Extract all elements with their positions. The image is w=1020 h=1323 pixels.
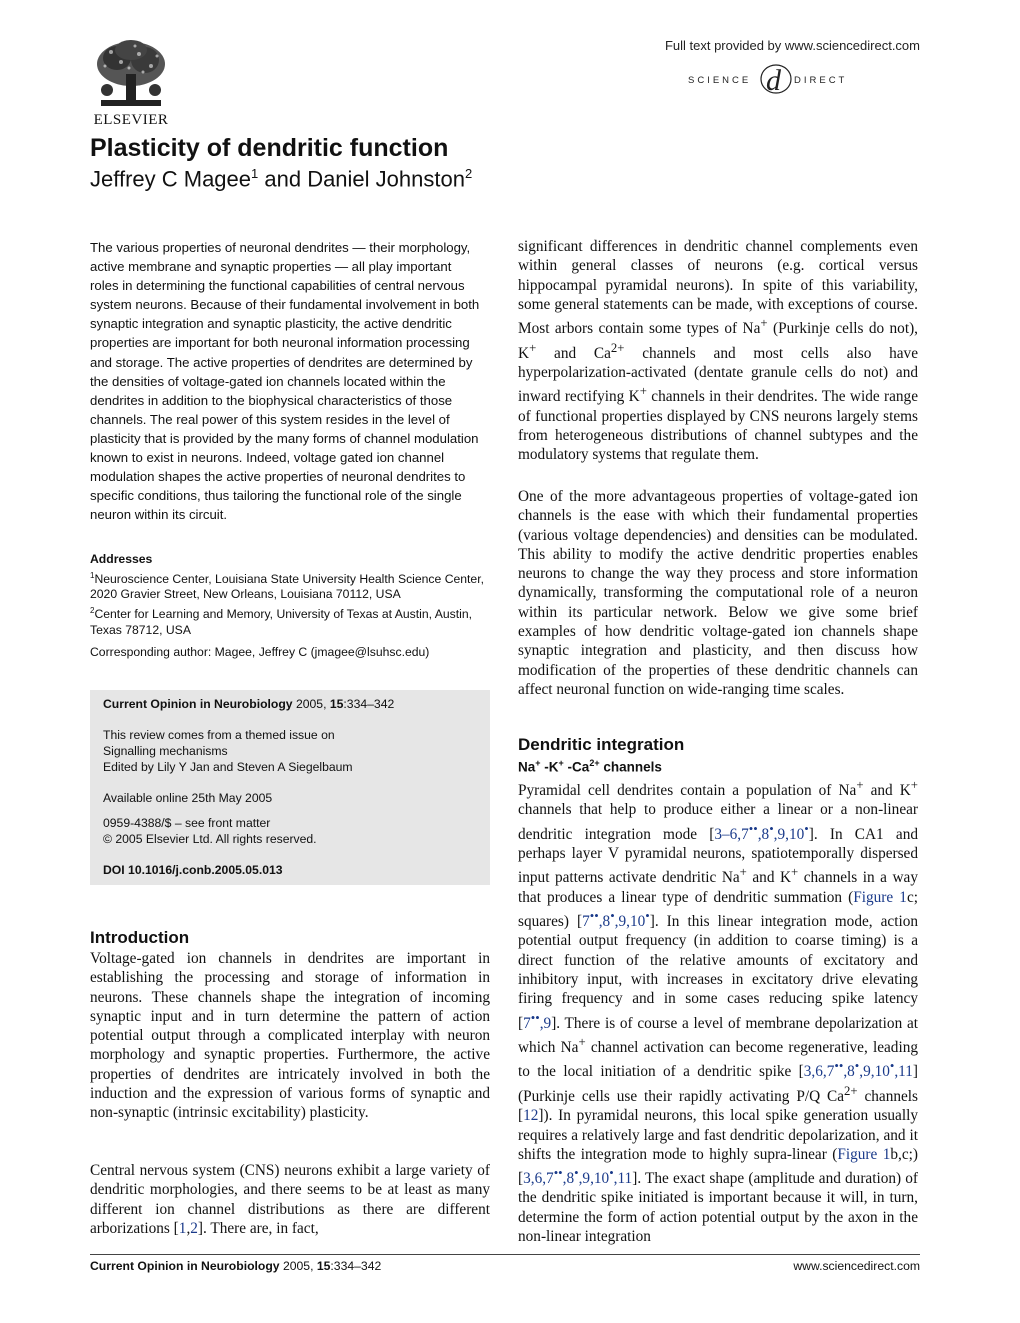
info-year: 2005, — [292, 697, 330, 711]
author-1: Jeffrey C Magee — [90, 166, 252, 192]
address-2-text: Center for Learning and Memory, University of Texas at Austin, Austin, Texas 78712, USA — [90, 606, 472, 637]
author-2: Daniel Johnston — [307, 166, 465, 192]
info-journal: Current Opinion in Neurobiology — [103, 697, 293, 711]
info-citation — [103, 696, 394, 712]
text: c; squares) [ — [518, 888, 919, 931]
col2-paragraph-3 — [518, 776, 918, 1246]
intro-p2-text-b: ]. There are, in fact, — [197, 1219, 319, 1237]
text: Pyramidal cell dendrites contain a population of Na — [518, 782, 857, 800]
text: ]). In pyramidal neurons, this local spike generation usually requires a relatively large and fast dendritic depolarization, and it shifts the integration mode to highly supra-linear ( — [518, 1107, 918, 1163]
ref-mark: • — [769, 821, 774, 836]
info-theme-line3: Edited by Lily Y Jan and Steven A Siegelbaum — [103, 760, 353, 774]
ref-link[interactable]: 1 — [178, 1219, 187, 1237]
ref-mark: • — [609, 1166, 614, 1181]
intro-paragraph-2 — [90, 1161, 490, 1238]
text: channel activation can become regenerative, leading to the local initiation of a dendritic spike [ — [518, 1039, 919, 1081]
sup: + — [529, 340, 537, 355]
text: channels [ — [518, 1087, 919, 1125]
info-box — [90, 690, 490, 885]
ref-mark: •• — [553, 1166, 563, 1181]
elsevier-tree-icon — [91, 38, 171, 112]
ref-link[interactable]: ,9,10 — [614, 913, 646, 931]
sup: + — [910, 778, 918, 792]
ref-link[interactable]: ,8 — [598, 913, 611, 931]
address-2 — [90, 603, 490, 638]
author-and: and — [258, 166, 308, 192]
ref-mark: •• — [530, 1010, 540, 1025]
corresponding-author: Corresponding author: Magee, Jeffrey C (jmagee@lsuhsc.edu) — [90, 645, 430, 659]
sd-left: SCIENCE — [688, 75, 752, 86]
col2-paragraph-1 — [518, 237, 918, 465]
ref-link[interactable]: ,8 — [843, 1063, 855, 1081]
figure-link[interactable]: Figure 1 — [837, 1145, 891, 1163]
footer-year: 2005, — [279, 1259, 317, 1273]
sup: + — [558, 758, 564, 768]
info-copyright: © 2005 Elsevier Ltd. All rights reserved. — [103, 832, 317, 846]
sup: 2+ — [844, 1083, 858, 1098]
page-title: Plasticity of dendritic function — [90, 134, 449, 162]
info-vol: 15 — [329, 697, 344, 711]
text: and Ca — [536, 344, 611, 362]
ref-link[interactable]: ,8 — [757, 825, 770, 843]
sup: + — [791, 865, 799, 880]
ref-link[interactable]: 3,6,7 — [803, 1063, 835, 1081]
col2-paragraph-2: One of the more advantageous properties of voltage-gated ion channels is the ease with which their fundamental properties (various voltage dependencies) and densities can be modulated. This ability to modify the active dendritic properties enables neurons to change the way they process and store information dynamically, transforming the computational role of a neuron within its particular network. Below we give some brief examples of how dendritic voltage-gated ion channels shape synaptic integration and plasticity, and then discuss how modification of the properties of these dendritic channels can affect neuronal function on wide-ranging time scales. — [518, 488, 918, 698]
ref-link[interactable]: ,11 — [613, 1170, 633, 1188]
ref-link[interactable]: 2 — [190, 1219, 198, 1237]
authors — [90, 166, 472, 192]
sciencedirect-logo — [686, 62, 866, 98]
ref-mark: • — [854, 1059, 860, 1074]
text: and K — [863, 782, 911, 800]
footer-url[interactable]: www.sciencedirect.com — [793, 1259, 920, 1273]
address-1-text: Neuroscience Center, Louisiana State University Health Science Center, 2020 Gravier Street, New Orleans, Louisiana 70112, USA — [90, 571, 484, 602]
footer-divider — [90, 1254, 920, 1255]
ref-mark: • — [804, 821, 809, 836]
fulltext-notice[interactable]: Full text provided by www.sciencedirect.com — [664, 38, 920, 53]
text: ]. There is of course a level of membrane depolarization at which Na — [518, 1014, 918, 1057]
text: channels and most cells also have hyperpolarization-activated (dentate granule cells do not) and inward rectifying K — [518, 344, 918, 406]
footer-vol: 15 — [316, 1259, 331, 1273]
ref-link[interactable]: 7 — [582, 913, 590, 931]
text: and K — [746, 869, 792, 887]
address-1-num: 1 — [90, 570, 95, 580]
sup: + — [739, 865, 747, 880]
ref-link[interactable]: 12 — [523, 1107, 539, 1125]
text: ] (Purkinje cells use their rapidly activating P/Q Ca — [518, 1063, 918, 1105]
sd-right: DIRECT — [794, 75, 848, 86]
addresses — [90, 552, 490, 638]
ref-mark: • — [574, 1166, 579, 1181]
ref-mark: • — [889, 1059, 895, 1074]
ref-link[interactable]: ,9,10 — [859, 1063, 890, 1081]
sup: + — [760, 316, 768, 331]
info-issn: 0959-4388/$ – see front matter — [103, 816, 271, 830]
footer-pages: :334–342 — [330, 1259, 382, 1273]
ref-mark: •• — [748, 821, 758, 836]
text: ]. The exact shape (amplitude and duration) of the dendritic spike initiated is important because it will, in turn, determine the form of action potential output by the axon in the non-linear integration — [518, 1170, 918, 1246]
text: channels in a way that produces a linear type of dendritic summation ( — [518, 869, 918, 906]
sup: + — [856, 778, 864, 792]
ref-link[interactable]: 3–6,7 — [714, 825, 749, 843]
sd-mark: d — [766, 64, 781, 97]
footer-journal: Current Opinion in Neurobiology — [90, 1259, 280, 1273]
ref-mark: • — [610, 909, 615, 924]
sup: + — [578, 1035, 586, 1050]
text: ]. In CA1 and perhaps layer V pyramidal neurons, spatiotemporally dispersed input patterns activate dendritic Na — [518, 825, 918, 887]
address-1 — [90, 568, 490, 603]
author-1-affil[interactable]: 1 — [251, 166, 259, 181]
channels-subheading — [518, 758, 662, 775]
text: b,c;) [ — [518, 1145, 918, 1188]
text: -Ca — [563, 759, 590, 775]
ref-link[interactable]: ,11 — [894, 1063, 913, 1081]
ref-link[interactable]: ,9,10 — [578, 1170, 610, 1188]
intro-p2-text-a: Central nervous system (CNS) neurons exhibit a large variety of dendritic morphologies, and there seems to be at least as many different ion channel distributions as there are different arborizations [ — [90, 1162, 490, 1237]
addresses-heading: Addresses — [90, 552, 153, 566]
author-2-affil[interactable]: 2 — [464, 166, 473, 181]
ref-link[interactable]: 3,6,7 — [523, 1170, 554, 1188]
sup: 2+ — [589, 758, 600, 768]
ref-link[interactable]: 7 — [523, 1014, 531, 1032]
text: (Purkinje cells do not), K — [518, 320, 918, 362]
sup: + — [639, 384, 647, 399]
intro-paragraph-1: Voltage-gated ion channels in dendrites are important in establishing the processing and storage of information in neurons. These channels shape the integration of incoming synaptic input and in turn determine the pattern of action potential output through a complicated interplay with neuron morphology and synaptic properties. Furthermore, the active properties of dendrites are intricately involved in both the induction and the expression of various forms of synaptic and non-synaptic (intrinsic excitability) plasticity. — [90, 950, 490, 1122]
info-theme-line1: This review comes from a themed issue on — [103, 728, 335, 742]
info-available: Available online 25th May 2005 — [103, 791, 273, 805]
ref-link[interactable]: ,9 — [539, 1014, 552, 1032]
text: significant differences in dendritic channel complements even within general classes of neurons (e.g. cortical versus hippocampal pyramidal neurons). In spite of this variability, some general statements can be made, with exceptions of course. Most arbors contain some types of Na — [518, 238, 918, 338]
sup: + — [535, 758, 541, 768]
ref-mark: •• — [834, 1059, 844, 1074]
sup: 2+ — [610, 340, 625, 355]
dendritic-integration-heading: Dendritic integration — [518, 735, 685, 754]
info-pages: :334–342 — [343, 697, 395, 711]
intro-p2-comma: , — [186, 1219, 191, 1237]
introduction-heading: Introduction — [90, 928, 190, 947]
text: -K — [540, 759, 559, 775]
elsevier-logo — [88, 38, 174, 128]
abstract: The various properties of neuronal dendrites — their morphology, active membrane and synaptic properties — all play important roles in determining the functional capabilities of central nervous system neurons. Because of their fundamental involvement in both synaptic integration and synaptic plasticity, the active dendritic properties are important for both neuronal information processing and storage. The active properties of dendrites are determined by the densities of voltage-gated ion channels located within the dendrites in addition to the biophysical characteristics of those channels. The real power of this system resides in the level of plasticity that is provided by the many forms of channel modulation known to exist in neurons. Indeed, voltage gated ion channel modulation shapes the active properties of neuronal dendrites to specific conditions, thus tailoring the functional role of the single neuron within its circuit. — [90, 240, 480, 523]
ref-mark: •• — [589, 909, 599, 924]
info-theme-line2: Signalling mechanisms — [103, 744, 228, 758]
figure-link[interactable]: Figure 1 — [853, 888, 907, 906]
text: channels in their dendrites. The wide range of functional properties displayed by CNS neurons largely stems from heterogeneous distributions of channel subtypes and the modulatory systems that regulate them. — [518, 388, 918, 464]
address-2-num: 2 — [90, 605, 95, 615]
ref-link[interactable]: ,9,10 — [773, 825, 805, 843]
info-doi[interactable]: DOI 10.1016/j.conb.2005.05.013 — [103, 863, 283, 877]
text: Na — [518, 759, 536, 775]
text: channels that help to produce either a linear or a non-linear dendritic integration mode [ — [518, 801, 918, 843]
ref-mark: • — [645, 909, 650, 924]
publisher-name: ELSEVIER — [93, 112, 169, 128]
ref-link[interactable]: ,8 — [562, 1170, 575, 1188]
footer-citation — [90, 1259, 381, 1273]
text: ]. In this linear integration mode, action potential output frequency (in addition to coarse timing) is a direct function of the relative amounts of excitatory and inhibitory input, with increases in excitatory drive elevating firing frequency and in some cases reducing spike latency [ — [518, 913, 918, 1032]
text: channels — [599, 759, 662, 775]
